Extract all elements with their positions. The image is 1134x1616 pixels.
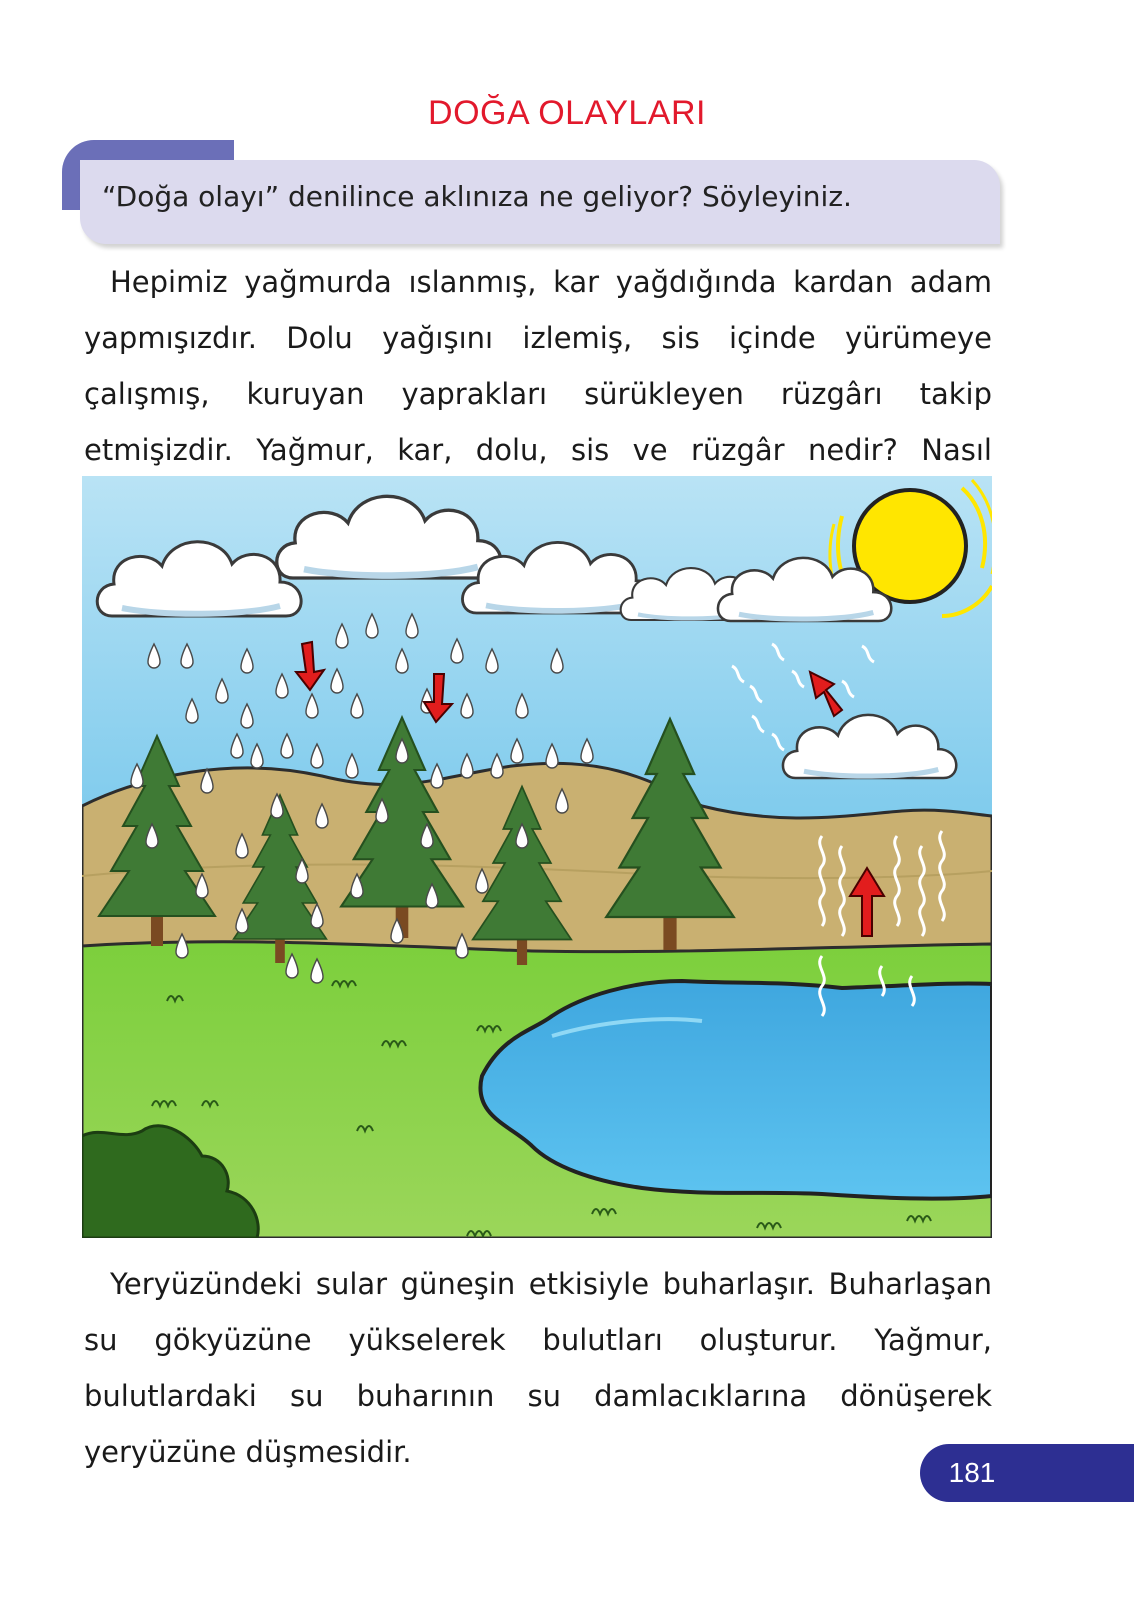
question-text: “Doğa olayı” denilince aklınıza ne geliyor? Söyleyiniz. [102,180,852,213]
intro-paragraph: Hepimiz yağmurda ıslanmış, kar yağdığında kardan adam yapmışızdır. Dolu yağışını izlemiş, sis içinde yürümeye çalışmış, kuruyan yaprakları sürükleyen rüzgârı takip etmişizdir. Yağmur, kar, dolu, sis ve rüzgâr nedir? Nasıl [84,265,992,467]
page-number: 181 [948,1457,996,1488]
page-title: DOĞA OLAYLARI [428,94,706,132]
water-cycle-paragraph: Yeryüzündeki sular güneşin etkisiyle buharlaşır. Buharlaşan su gökyüzüne yükselerek bulutları oluşturur. Yağmur, bulutlardaki su buharının su damlacıklarına dönüşerek yeryüzüne düşmesidir. [84,1267,992,1469]
question-box [80,160,1000,244]
water-cycle-illustration [82,476,992,1238]
